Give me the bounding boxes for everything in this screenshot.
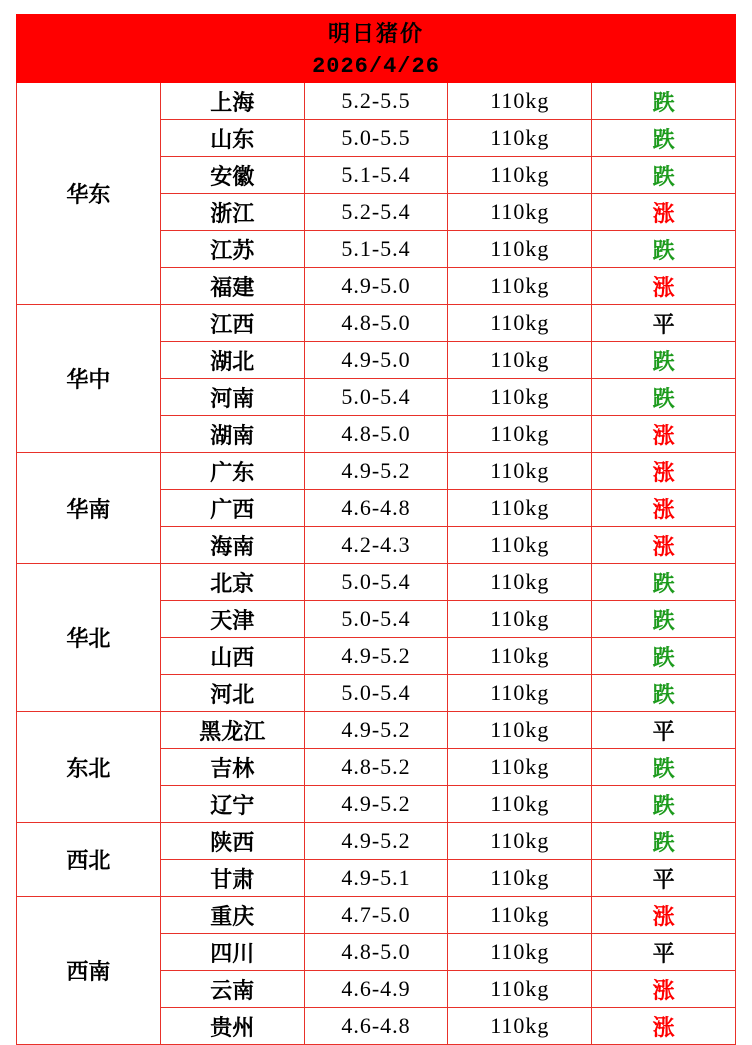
weight-value: 110kg <box>448 638 592 675</box>
weight-value: 110kg <box>448 934 592 971</box>
trend-badge: 跌 <box>592 786 736 823</box>
province-label: 广西 <box>160 490 304 527</box>
weight-value: 110kg <box>448 379 592 416</box>
table-row <box>17 564 736 601</box>
price-value: 4.8-5.0 <box>304 305 448 342</box>
trend-badge: 跌 <box>592 83 736 120</box>
weight-value: 110kg <box>448 157 592 194</box>
trend-badge: 涨 <box>592 527 736 564</box>
trend-badge: 涨 <box>592 416 736 453</box>
table-row <box>17 83 736 120</box>
region-label: 西南 <box>17 897 161 1045</box>
trend-badge: 涨 <box>592 897 736 934</box>
region-label: 华南 <box>17 453 161 564</box>
table-row <box>17 897 736 934</box>
table-row <box>17 453 736 490</box>
province-label: 黑龙江 <box>160 712 304 749</box>
province-label: 四川 <box>160 934 304 971</box>
trend-badge: 跌 <box>592 675 736 712</box>
price-value: 4.9-5.2 <box>304 453 448 490</box>
province-label: 甘肃 <box>160 860 304 897</box>
province-label: 山东 <box>160 120 304 157</box>
province-label: 天津 <box>160 601 304 638</box>
date-row <box>17 50 736 83</box>
price-value: 4.9-5.2 <box>304 823 448 860</box>
weight-value: 110kg <box>448 860 592 897</box>
province-label: 云南 <box>160 971 304 1008</box>
weight-value: 110kg <box>448 897 592 934</box>
trend-badge: 涨 <box>592 194 736 231</box>
region-label: 西北 <box>17 823 161 897</box>
trend-badge: 涨 <box>592 268 736 305</box>
province-label: 陕西 <box>160 823 304 860</box>
price-value: 4.2-4.3 <box>304 527 448 564</box>
weight-value: 110kg <box>448 194 592 231</box>
trend-badge: 平 <box>592 934 736 971</box>
weight-value: 110kg <box>448 490 592 527</box>
weight-value: 110kg <box>448 120 592 157</box>
price-value: 5.0-5.4 <box>304 675 448 712</box>
province-label: 河南 <box>160 379 304 416</box>
trend-badge: 平 <box>592 712 736 749</box>
weight-value: 110kg <box>448 601 592 638</box>
province-label: 山西 <box>160 638 304 675</box>
weight-value: 110kg <box>448 527 592 564</box>
date-label: 2026/4/26 <box>17 50 736 83</box>
province-label: 江西 <box>160 305 304 342</box>
price-value: 4.9-5.2 <box>304 638 448 675</box>
trend-badge: 涨 <box>592 1008 736 1045</box>
province-label: 北京 <box>160 564 304 601</box>
table-body <box>17 15 736 83</box>
province-label: 重庆 <box>160 897 304 934</box>
price-value: 4.9-5.1 <box>304 860 448 897</box>
pig-price-table <box>16 14 736 1045</box>
weight-value: 110kg <box>448 231 592 268</box>
trend-badge: 平 <box>592 305 736 342</box>
province-label: 福建 <box>160 268 304 305</box>
province-label: 江苏 <box>160 231 304 268</box>
trend-badge: 跌 <box>592 120 736 157</box>
weight-value: 110kg <box>448 749 592 786</box>
weight-value: 110kg <box>448 416 592 453</box>
province-label: 湖北 <box>160 342 304 379</box>
price-value: 4.9-5.2 <box>304 712 448 749</box>
weight-value: 110kg <box>448 305 592 342</box>
weight-value: 110kg <box>448 564 592 601</box>
weight-value: 110kg <box>448 786 592 823</box>
weight-value: 110kg <box>448 83 592 120</box>
region-label: 华中 <box>17 305 161 453</box>
trend-badge: 跌 <box>592 342 736 379</box>
trend-badge: 平 <box>592 860 736 897</box>
province-label: 上海 <box>160 83 304 120</box>
price-value: 5.2-5.4 <box>304 194 448 231</box>
province-label: 海南 <box>160 527 304 564</box>
table-row <box>17 712 736 749</box>
price-value: 4.8-5.0 <box>304 416 448 453</box>
weight-value: 110kg <box>448 453 592 490</box>
page-title: 明日猪价 <box>17 15 736 50</box>
price-value: 4.9-5.0 <box>304 268 448 305</box>
weight-value: 110kg <box>448 971 592 1008</box>
trend-badge: 涨 <box>592 971 736 1008</box>
weight-value: 110kg <box>448 823 592 860</box>
trend-badge: 跌 <box>592 157 736 194</box>
province-label: 浙江 <box>160 194 304 231</box>
trend-badge: 跌 <box>592 379 736 416</box>
trend-badge: 跌 <box>592 638 736 675</box>
price-value: 5.1-5.4 <box>304 157 448 194</box>
price-value: 4.6-4.9 <box>304 971 448 1008</box>
price-value: 5.0-5.4 <box>304 601 448 638</box>
price-value: 5.2-5.5 <box>304 83 448 120</box>
table-row <box>17 305 736 342</box>
province-label: 辽宁 <box>160 786 304 823</box>
weight-value: 110kg <box>448 675 592 712</box>
province-label: 湖南 <box>160 416 304 453</box>
weight-value: 110kg <box>448 342 592 379</box>
weight-value: 110kg <box>448 712 592 749</box>
weight-value: 110kg <box>448 268 592 305</box>
region-label: 华北 <box>17 564 161 712</box>
trend-badge: 跌 <box>592 564 736 601</box>
trend-badge: 涨 <box>592 453 736 490</box>
price-value: 5.0-5.4 <box>304 379 448 416</box>
price-value: 4.9-5.2 <box>304 786 448 823</box>
price-value: 5.0-5.5 <box>304 120 448 157</box>
region-label: 东北 <box>17 712 161 823</box>
price-rows-body <box>17 83 736 1045</box>
price-value: 4.6-4.8 <box>304 490 448 527</box>
price-value: 5.0-5.4 <box>304 564 448 601</box>
trend-badge: 跌 <box>592 601 736 638</box>
trend-badge: 跌 <box>592 231 736 268</box>
trend-badge: 涨 <box>592 490 736 527</box>
trend-badge: 跌 <box>592 823 736 860</box>
price-value: 4.6-4.8 <box>304 1008 448 1045</box>
region-label: 华东 <box>17 83 161 305</box>
price-value: 4.8-5.0 <box>304 934 448 971</box>
price-value: 4.8-5.2 <box>304 749 448 786</box>
province-label: 贵州 <box>160 1008 304 1045</box>
province-label: 广东 <box>160 453 304 490</box>
province-label: 安徽 <box>160 157 304 194</box>
weight-value: 110kg <box>448 1008 592 1045</box>
price-value: 4.9-5.0 <box>304 342 448 379</box>
table-row <box>17 823 736 860</box>
province-label: 吉林 <box>160 749 304 786</box>
title-row <box>17 15 736 50</box>
price-value: 5.1-5.4 <box>304 231 448 268</box>
trend-badge: 跌 <box>592 749 736 786</box>
province-label: 河北 <box>160 675 304 712</box>
price-value: 4.7-5.0 <box>304 897 448 934</box>
